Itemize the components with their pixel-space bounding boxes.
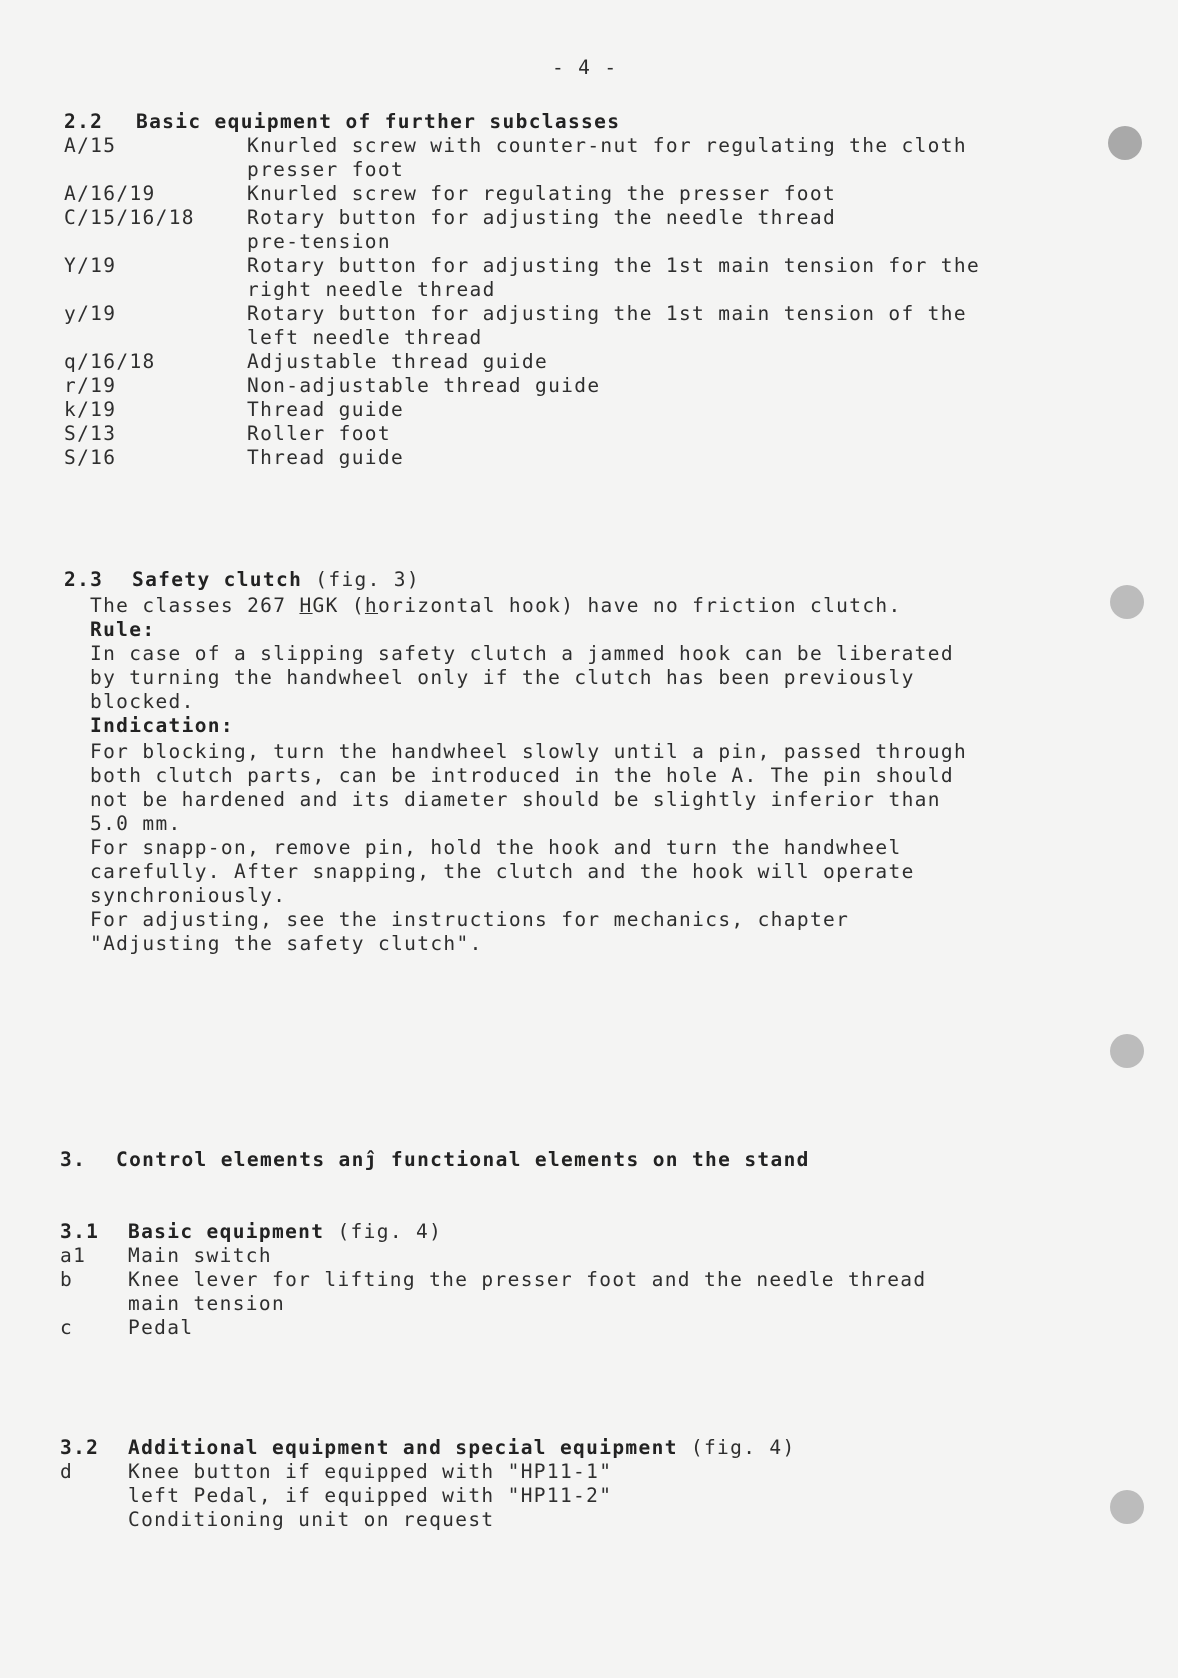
- rule-label: Rule:: [90, 618, 156, 641]
- section-3-2-heading: [128, 1436, 796, 1460]
- binder-hole: [1110, 585, 1144, 619]
- binder-hole: [1110, 1034, 1144, 1068]
- item-code: r/19: [64, 374, 117, 397]
- item-description: Thread guide: [247, 398, 405, 421]
- indication-text: 5.0 mm.: [90, 812, 182, 835]
- item-description: Conditioning unit on request: [128, 1508, 495, 1531]
- item-description: Pedal: [128, 1316, 194, 1339]
- figure-reference: (fig. 3): [315, 568, 420, 591]
- item-code: A/16/19: [64, 182, 156, 205]
- item-description: Rotary button for adjusting the 1st main tension of the: [247, 302, 967, 325]
- item-description: Non-adjustable thread guide: [247, 374, 601, 397]
- section-2-3-title: Safety clutch: [132, 568, 303, 591]
- indication-text: For blocking, turn the handwheel slowly until a pin, passed through: [90, 740, 968, 763]
- section-2-3-number: 2.3: [64, 568, 104, 591]
- item-description: right needle thread: [247, 278, 496, 301]
- classes-note-part: orizontal hook) have no friction clutch.: [378, 594, 902, 617]
- item-description: Main switch: [128, 1244, 272, 1267]
- item-code: Y/19: [64, 254, 117, 277]
- underlined-letter: h: [364, 594, 379, 617]
- item-code: C/15/16/18: [64, 206, 195, 229]
- item-description: Knurled screw for regulating the presser foot: [247, 182, 837, 205]
- classes-note-part: GK (: [312, 594, 365, 617]
- item-code: S/13: [64, 422, 117, 445]
- item-code: b: [60, 1268, 74, 1291]
- section-3-2-title: Additional equipment and special equipment: [128, 1436, 678, 1459]
- item-code: k/19: [64, 398, 117, 421]
- indication-text: not be hardened and its diameter should be slightly inferior than: [90, 788, 941, 811]
- binder-hole: [1110, 1490, 1144, 1524]
- item-description: Knee lever for lifting the presser foot and the needle thread: [128, 1268, 927, 1291]
- underlined-letter: H: [299, 594, 313, 617]
- section-2-2-title: Basic equipment of further subclasses: [136, 110, 621, 133]
- rule-text: blocked.: [90, 690, 195, 713]
- item-description: Roller foot: [247, 422, 391, 445]
- item-description: Rotary button for adjusting the 1st main tension for the: [247, 254, 981, 277]
- indication-text: For adjusting, see the instructions for mechanics, chapter: [90, 908, 850, 931]
- indication-text: synchroniously.: [90, 884, 287, 907]
- indication-text: both clutch parts, can be introduced in the hole A. The pin should: [90, 764, 954, 787]
- section-3-title: Control elements anĵ functional elements on the stand: [116, 1148, 810, 1171]
- item-description: Knee button if equipped with "HP11-1": [128, 1460, 613, 1483]
- classes-note-part: The classes 267: [90, 594, 300, 617]
- rule-text: In case of a slipping safety clutch a jammed hook can be liberated: [90, 642, 954, 665]
- figure-reference: (fig. 4): [690, 1436, 796, 1459]
- section-3-1-heading: [128, 1220, 442, 1244]
- item-code: A/15: [64, 134, 117, 157]
- item-description: Rotary button for adjusting the needle thread: [247, 206, 837, 229]
- item-description: Thread guide: [247, 446, 405, 469]
- indication-text: "Adjusting the safety clutch".: [90, 932, 483, 955]
- indication-text: carefully. After snapping, the clutch and the hook will operate: [90, 860, 915, 883]
- indication-text: For snapp-on, remove pin, hold the hook and turn the handwheel: [90, 836, 902, 859]
- section-3-number: 3.: [60, 1148, 87, 1171]
- section-3-1-number: 3.1: [60, 1220, 100, 1243]
- item-description: left needle thread: [247, 326, 483, 349]
- section-2-2-number: 2.2: [64, 110, 104, 133]
- indication-label: Indication:: [90, 714, 234, 737]
- item-code: c: [60, 1316, 74, 1339]
- item-code: a1: [60, 1244, 87, 1267]
- figure-reference: (fig. 4): [337, 1220, 443, 1243]
- item-description: main tension: [128, 1292, 286, 1315]
- section-3-1-title: Basic equipment: [128, 1220, 325, 1243]
- item-code: y/19: [64, 302, 117, 325]
- item-description: Knurled screw with counter-nut for regulating the cloth: [247, 134, 967, 157]
- item-description: left Pedal, if equipped with "HP11-2": [128, 1484, 613, 1507]
- item-description: presser foot: [247, 158, 405, 181]
- section-2-3-heading: [132, 568, 420, 592]
- section-3-2-number: 3.2: [60, 1436, 100, 1459]
- item-code: S/16: [64, 446, 117, 469]
- item-description: Adjustable thread guide: [247, 350, 549, 373]
- classes-note: [90, 594, 902, 618]
- item-code: d: [60, 1460, 74, 1483]
- rule-text: by turning the handwheel only if the clutch has been previously: [90, 666, 915, 689]
- binder-hole: [1108, 126, 1142, 160]
- page-number: - 4 -: [552, 56, 618, 79]
- item-code: q/16/18: [64, 350, 156, 373]
- item-description: pre-tension: [247, 230, 391, 253]
